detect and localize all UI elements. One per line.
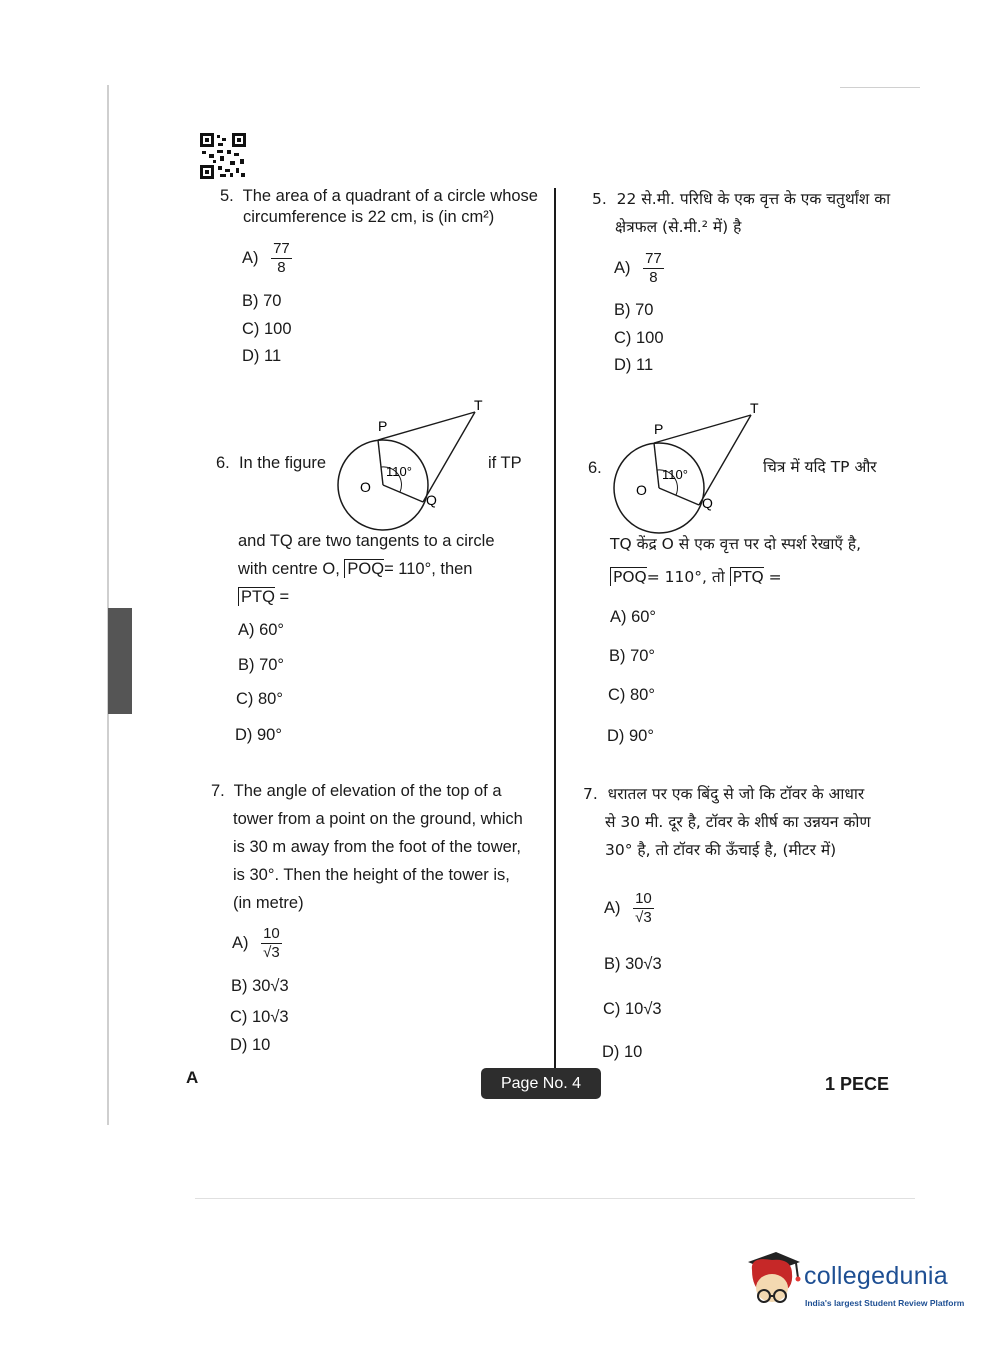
q7-hi-option-a-label: A)	[604, 898, 621, 917]
q6-hi-fig-angle: 110°	[662, 467, 688, 482]
q6-en-poq-value: = 110°	[384, 560, 432, 578]
q5-hi-option-c: C) 100	[614, 329, 664, 347]
q6-hi-poq-value: = 110°	[646, 568, 702, 586]
q6-en-tangent-figure	[330, 395, 500, 535]
q6-en-prefix-text: In the figure	[238, 454, 327, 472]
q6-en-angle-poq: POQ	[344, 559, 384, 578]
q5-en-option-c: C) 100	[242, 320, 292, 338]
paper-code: 1 PECE	[825, 1074, 890, 1094]
q5-hi-line1: 22 से.मी. परिधि के एक वृत्त के एक चतुर्थांश का	[616, 190, 891, 208]
q7-en-option-a-fraction	[261, 925, 282, 962]
q7-hi-question	[583, 780, 903, 864]
q7-en-line1: The angle of elevation of the top of a	[233, 782, 502, 800]
q5-hi-option-a	[614, 250, 664, 287]
q7-hi-option-a-numerator: 10	[635, 890, 652, 907]
q7-en-option-a	[232, 925, 282, 962]
q5-en-option-d: D) 11	[242, 347, 282, 365]
q6-en-option-b: B) 70°	[238, 656, 285, 674]
q7-hi-option-c: C) 10√3	[603, 1000, 662, 1018]
q5-hi-option-a-denominator: 8	[649, 269, 658, 286]
q7-hi-option-d: D) 10	[602, 1043, 643, 1061]
q6-en-angle-ptq: PTQ	[238, 587, 275, 606]
q6-hi-eq: =	[768, 568, 782, 586]
brand-name: collegedunia	[804, 1262, 948, 1290]
q6-hi-fig-o: O	[636, 482, 647, 498]
q7-en-number: 7.	[211, 782, 225, 800]
q6-en-line3-post: , then	[431, 560, 473, 578]
q6-en-prefix	[216, 450, 326, 477]
q7-hi-number: 7.	[583, 785, 598, 803]
q5-en-option-a	[242, 240, 292, 277]
q5-hi-number: 5.	[592, 190, 607, 208]
q6-en-option-d: D) 90°	[235, 726, 282, 744]
mascot-icon	[742, 1248, 802, 1312]
set-label: A	[186, 1068, 199, 1087]
q7-hi-line3: 30° है, तो टॉवर की ऊँचाई है, (मीटर में)	[605, 841, 837, 859]
q6-hi-angle-ptq: PTQ	[730, 567, 764, 586]
q6-hi-fig-t: T	[750, 400, 759, 416]
q5-hi-option-d: D) 11	[614, 356, 654, 374]
column-divider	[554, 188, 556, 1068]
q5-hi-option-b: B) 70	[614, 301, 654, 319]
q7-en-question	[211, 777, 541, 917]
qr-code	[200, 133, 246, 179]
q6-hi-tangent-figure	[606, 398, 776, 538]
q7-hi-option-a-denominator: √3	[635, 909, 652, 926]
q6-hi-fig-p: P	[654, 421, 664, 437]
q7-hi-line1: धरातल पर एक बिंदु से जो कि टॉवर के आधार	[607, 785, 865, 803]
q7-hi-line2: से 30 मी. दूर है, टॉवर के शीर्ष का उन्नयन कोण	[605, 813, 871, 831]
q5-hi-option-a-label: A)	[614, 258, 631, 277]
q6-hi-option-d: D) 90°	[607, 727, 654, 745]
q5-hi-line2: क्षेत्रफल (से.मी.² में) है	[615, 218, 742, 236]
q5-en-line1: The area of a quadrant of a circle whose	[242, 187, 538, 205]
q6-hi-option-a: A) 60°	[610, 608, 657, 626]
q6-en-body	[238, 528, 548, 611]
q7-en-option-b: B) 30√3	[231, 977, 289, 995]
q5-en-line2: circumference is 22 cm, is (in cm²)	[243, 208, 495, 226]
q7-hi-option-a-fraction	[633, 890, 654, 927]
q6-en-number: 6.	[216, 454, 230, 472]
q7-en-option-c: C) 10√3	[230, 1008, 289, 1026]
q7-en-line5: (in metre)	[233, 894, 304, 912]
q7-en-option-d: D) 10	[230, 1036, 271, 1054]
q5-en-option-a-denominator: 8	[277, 259, 286, 276]
q6-en-fig-p: P	[378, 418, 388, 434]
q7-en-option-a-denominator: √3	[263, 944, 280, 961]
q6-hi-suffix: चित्र में यदि TP और	[763, 458, 877, 476]
q7-en-option-a-numerator: 10	[263, 925, 280, 942]
q6-hi-line3-post: , तो	[702, 568, 725, 586]
brand-tagline: India's largest Student Review Platform	[805, 1298, 965, 1308]
page-left-edge	[107, 85, 109, 1125]
q6-hi-option-c: C) 80°	[608, 686, 655, 704]
q5-hi-option-a-fraction	[643, 250, 664, 287]
q5-en-option-a-fraction	[271, 240, 292, 277]
q5-hi-option-a-numerator: 77	[645, 250, 662, 267]
q6-hi-fig-q: Q	[702, 495, 713, 511]
q6-en-option-a: A) 60°	[238, 621, 285, 639]
q6-en-line3-pre: with centre O,	[238, 560, 340, 578]
q5-en-option-b: B) 70	[242, 292, 282, 310]
q7-en-line3: is 30 m away from the foot of the tower,	[233, 838, 521, 856]
collegedunia-watermark	[742, 1248, 970, 1318]
q6-en-line2: and TQ are two tangents to a circle	[238, 532, 495, 550]
q6-en-suffix: if TP	[488, 454, 522, 472]
q6-en-fig-angle: 110°	[386, 464, 412, 479]
q6-en-fig-t: T	[474, 397, 483, 413]
q5-en-option-a-label: A)	[242, 248, 259, 267]
q6-hi-option-b: B) 70°	[609, 647, 656, 665]
q6-hi-body	[610, 530, 910, 591]
q6-hi-number: 6.	[588, 459, 602, 477]
page-bottom-line	[195, 1198, 915, 1199]
page-number-badge: Page No. 4	[481, 1068, 601, 1099]
q7-hi-option-a	[604, 890, 654, 927]
q7-hi-option-b: B) 30√3	[604, 955, 662, 973]
binding-strip	[108, 608, 132, 714]
q6-en-fig-q: Q	[426, 492, 437, 508]
q5-en-question	[220, 183, 550, 231]
q6-en-fig-o: O	[360, 479, 371, 495]
q5-en-option-a-numerator: 77	[273, 240, 290, 257]
q7-en-line2: tower from a point on the ground, which	[233, 810, 523, 828]
page-top-line	[840, 87, 920, 88]
q6-hi-angle-poq: POQ	[610, 567, 647, 586]
q7-en-option-a-label: A)	[232, 933, 249, 952]
q6-en-eq: =	[279, 588, 290, 606]
q5-hi-question	[592, 185, 912, 241]
q7-en-line4: is 30°. Then the height of the tower is,	[233, 866, 510, 884]
q5-en-number: 5.	[220, 187, 234, 205]
q6-hi-line2: TQ केंद्र O से एक वृत्त पर दो स्पर्श रेखाएँ है,	[610, 535, 862, 553]
q6-en-option-c: C) 80°	[236, 690, 283, 708]
